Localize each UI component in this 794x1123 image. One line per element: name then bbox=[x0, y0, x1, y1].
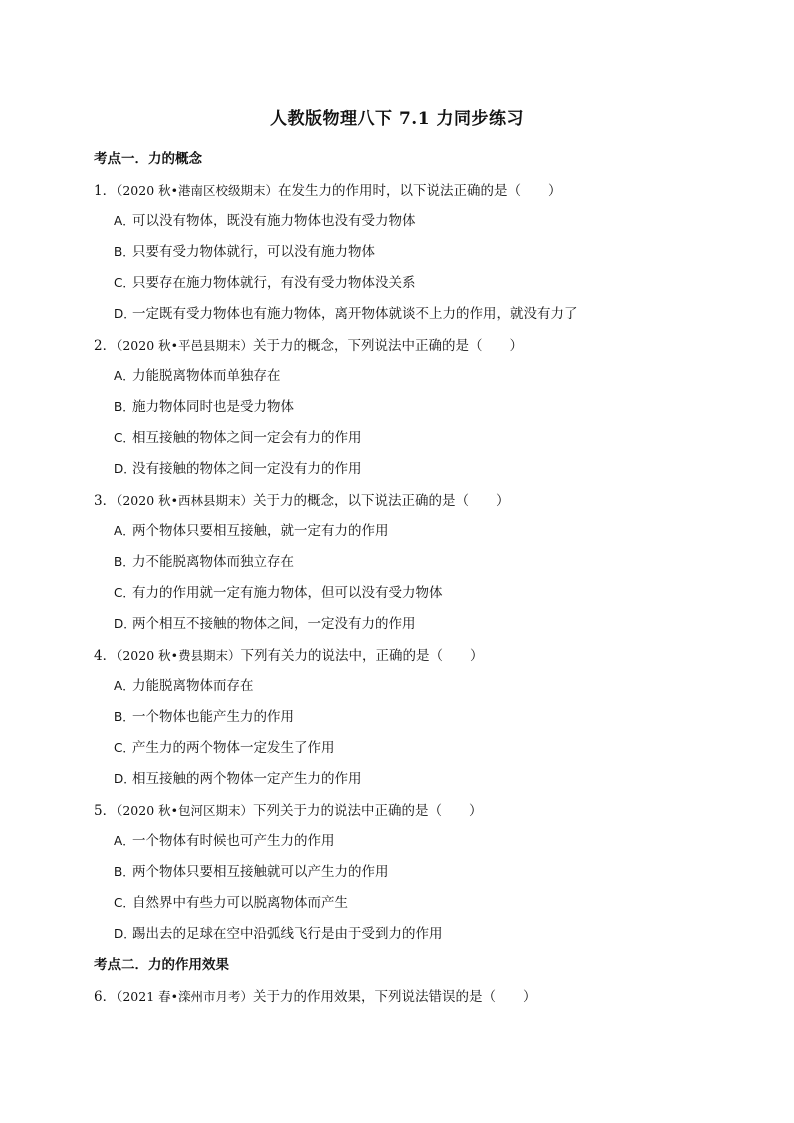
option-letter: D． bbox=[114, 462, 136, 476]
option-c bbox=[114, 268, 734, 299]
option-letter: A． bbox=[114, 369, 135, 383]
question-stem: 下列关于力的说法中正确的是（ ） bbox=[253, 803, 483, 819]
option-c bbox=[114, 578, 734, 609]
option-c bbox=[114, 888, 734, 919]
option-text: 踢出去的足球在空中沿弧线飞行是由于受到力的作用 bbox=[132, 926, 443, 942]
option-c bbox=[114, 423, 734, 454]
option-text: 力能脱离物体而存在 bbox=[132, 678, 254, 694]
option-letter: C． bbox=[114, 276, 135, 290]
option-letter: C． bbox=[114, 741, 135, 755]
question-3-options bbox=[114, 516, 734, 640]
option-b bbox=[114, 237, 734, 268]
question-6 bbox=[94, 981, 734, 1012]
option-d bbox=[114, 764, 734, 795]
option-text: 两个物体只要相互接触就可以产生力的作用 bbox=[132, 864, 389, 880]
question-stem: 下列有关力的说法中，正确的是（ ） bbox=[240, 648, 484, 664]
option-d bbox=[114, 609, 734, 640]
question-number: 2． bbox=[94, 338, 117, 354]
option-text: 两个物体只要相互接触，就一定有力的作用 bbox=[132, 523, 389, 539]
question-number: 5． bbox=[94, 803, 117, 819]
question-source: （2020 秋•包河区期末） bbox=[116, 803, 254, 818]
section-heading: 考点二．力的作用效果 bbox=[94, 957, 229, 973]
option-letter: B． bbox=[114, 245, 135, 259]
option-b bbox=[114, 702, 734, 733]
option-text: 施力物体同时也是受力物体 bbox=[132, 399, 294, 415]
option-text: 一定既有受力物体也有施力物体，离开物体就谈不上力的作用，就没有力了 bbox=[132, 306, 578, 322]
option-letter: C． bbox=[114, 586, 135, 600]
question-source: （2020 秋•费县期末） bbox=[116, 648, 241, 663]
option-letter: A． bbox=[114, 214, 135, 228]
option-text: 一个物体也能产生力的作用 bbox=[132, 709, 294, 725]
option-text: 力能脱离物体而单独存在 bbox=[132, 368, 281, 384]
question-stem: 关于力的概念，下列说法中正确的是（ ） bbox=[253, 338, 524, 354]
option-letter: B． bbox=[114, 400, 135, 414]
option-letter: D． bbox=[114, 307, 136, 321]
option-d bbox=[114, 299, 734, 330]
option-text: 一个物体有时候也可产生力的作用 bbox=[132, 833, 335, 849]
option-text: 力不能脱离物体而独立存在 bbox=[132, 554, 294, 570]
question-3 bbox=[94, 485, 734, 516]
question-5-options bbox=[114, 826, 734, 950]
question-stem: 在发生力的作用时，以下说法正确的是（ ） bbox=[278, 183, 562, 199]
option-text: 自然界中有些力可以脱离物体而产生 bbox=[132, 895, 348, 911]
question-5 bbox=[94, 795, 734, 826]
option-letter: A． bbox=[114, 524, 135, 538]
option-letter: C． bbox=[114, 896, 135, 910]
option-text: 只要存在施力物体就行，有没有受力物体没关系 bbox=[132, 275, 416, 291]
question-stem: 关于力的作用效果，下列说法错误的是（ ） bbox=[253, 989, 537, 1005]
option-a bbox=[114, 671, 734, 702]
option-letter: A． bbox=[114, 679, 135, 693]
option-text: 只要有受力物体就行，可以没有施力物体 bbox=[132, 244, 375, 260]
option-letter: C． bbox=[114, 431, 135, 445]
option-letter: A． bbox=[114, 834, 135, 848]
option-letter: D． bbox=[114, 772, 136, 786]
document-body bbox=[94, 144, 734, 1012]
question-source: （2020 秋•港南区校级期末） bbox=[116, 183, 279, 198]
option-letter: D． bbox=[114, 927, 136, 941]
option-text: 可以没有物体，既没有施力物体也没有受力物体 bbox=[132, 213, 416, 229]
question-number: 3． bbox=[94, 493, 117, 509]
option-b bbox=[114, 392, 734, 423]
question-stem: 关于力的概念，以下说法正确的是（ ） bbox=[253, 493, 510, 509]
option-b bbox=[114, 547, 734, 578]
option-a bbox=[114, 516, 734, 547]
option-a bbox=[114, 206, 734, 237]
option-letter: B． bbox=[114, 865, 135, 879]
section-heading: 考点一．力的概念 bbox=[94, 151, 202, 167]
option-text: 没有接触的物体之间一定没有力的作用 bbox=[132, 461, 362, 477]
option-letter: B． bbox=[114, 555, 135, 569]
question-1 bbox=[94, 175, 734, 206]
question-source: （2020 秋•西林县期末） bbox=[116, 493, 254, 508]
option-c bbox=[114, 733, 734, 764]
option-text: 两个相互不接触的物体之间，一定没有力的作用 bbox=[132, 616, 416, 632]
question-number: 1． bbox=[94, 183, 117, 199]
page-title: 人教版物理八下 7.1 力同步练习 bbox=[270, 109, 524, 129]
question-4 bbox=[94, 640, 734, 671]
option-a bbox=[114, 361, 734, 392]
option-letter: B． bbox=[114, 710, 135, 724]
option-text: 相互接触的两个物体一定产生力的作用 bbox=[132, 771, 362, 787]
question-number: 6． bbox=[94, 989, 117, 1005]
question-source: （2021 春•滦州市月考） bbox=[116, 989, 254, 1004]
option-b bbox=[114, 857, 734, 888]
question-number: 4． bbox=[94, 648, 117, 664]
question-source: （2020 秋•平邑县期末） bbox=[116, 338, 254, 353]
option-d bbox=[114, 454, 734, 485]
option-a bbox=[114, 826, 734, 857]
question-2 bbox=[94, 330, 734, 361]
option-text: 有力的作用就一定有施力物体，但可以没有受力物体 bbox=[132, 585, 443, 601]
option-text: 产生力的两个物体一定发生了作用 bbox=[132, 740, 335, 756]
question-1-options bbox=[114, 206, 734, 330]
option-letter: D． bbox=[114, 617, 136, 631]
question-2-options bbox=[114, 361, 734, 485]
option-d bbox=[114, 919, 734, 950]
option-text: 相互接触的物体之间一定会有力的作用 bbox=[132, 430, 362, 446]
question-4-options bbox=[114, 671, 734, 795]
